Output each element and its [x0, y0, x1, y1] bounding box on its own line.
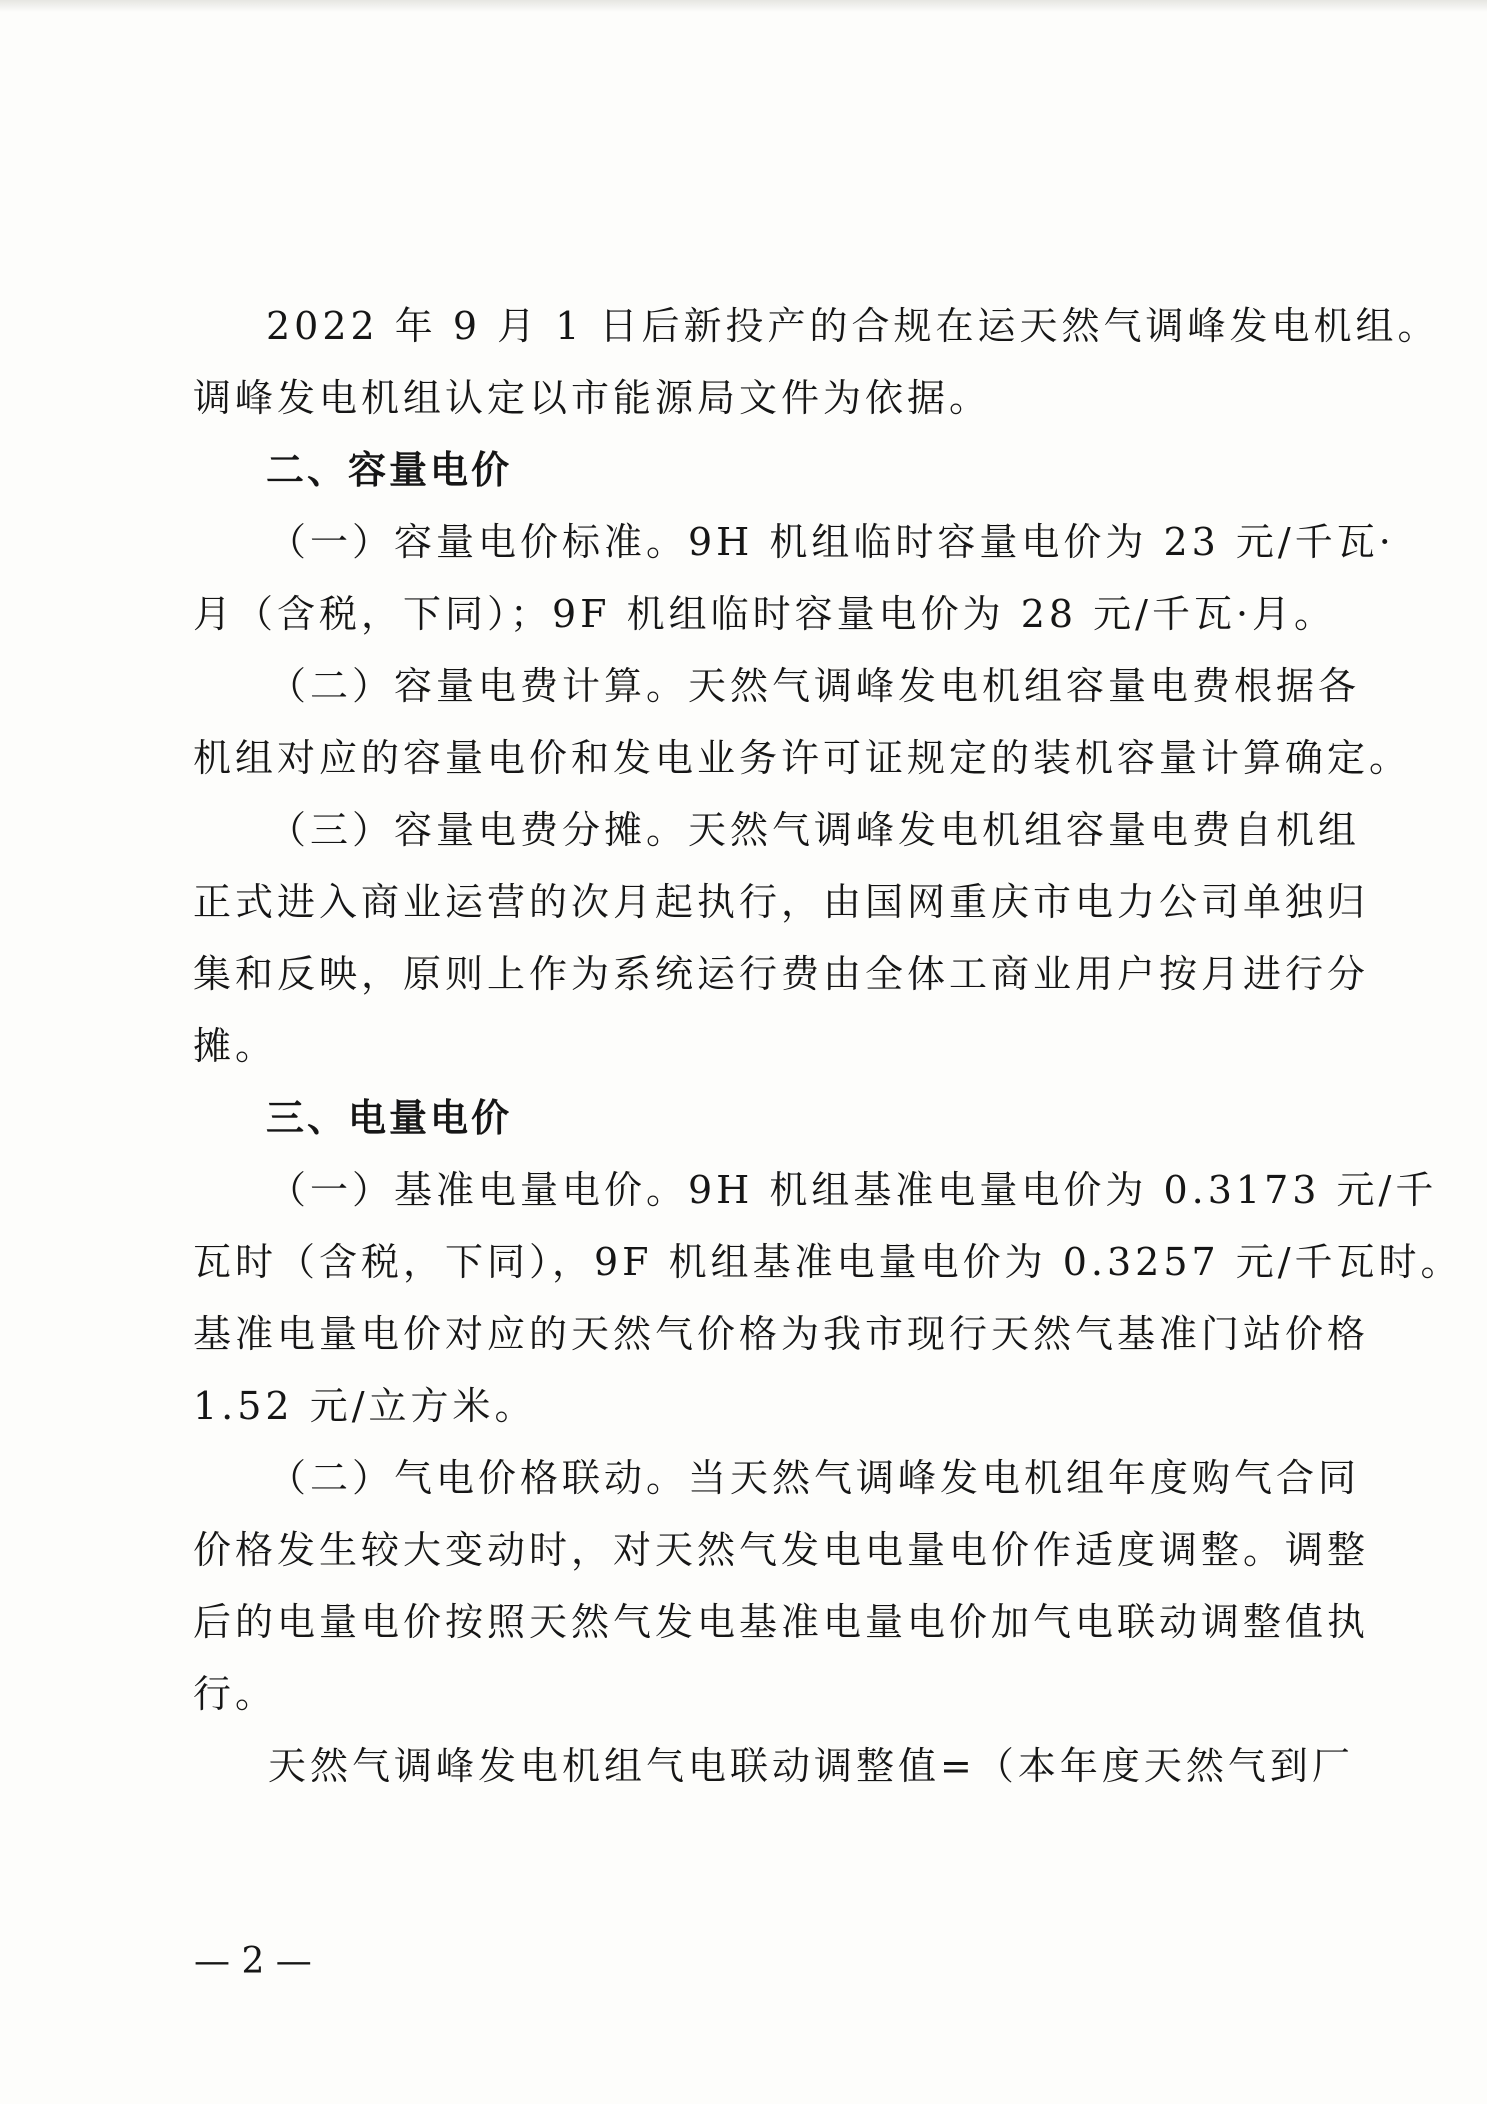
body-line-6: （二）容量电费计算。天然气调峰发电机组容量电费根据各	[268, 664, 1361, 708]
body-line-10: 集和反映，原则上作为系统运行费由全体工商业用户按月进行分	[193, 952, 1370, 996]
page-number: — 2 —	[194, 1941, 312, 1982]
body-line-4: （一）容量电价标准。9H 机组临时容量电价为 23 元/千瓦·	[268, 520, 1395, 564]
body-line-14: 瓦时（含税，下同），9F 机组基准电量电价为 0.3257 元/千瓦时。	[193, 1240, 1463, 1284]
body-line-15: 基准电量电价对应的天然气价格为我市现行天然气基准门站价格	[193, 1312, 1370, 1356]
body-line-11: 摊。	[193, 1024, 278, 1068]
body-line-13: （一）基准电量电价。9H 机组基准电量电价为 0.3173 元/千	[268, 1168, 1438, 1212]
body-line-19: 后的电量电价按照天然气发电基准电量电价加气电联动调整值执	[193, 1600, 1370, 1644]
body-line-21: 天然气调峰发电机组气电联动调整值=（本年度天然气到厂	[268, 1744, 1354, 1788]
body-line-2: 调峰发电机组认定以市能源局文件为依据。	[193, 376, 992, 420]
body-line-16: 1.52 元/立方米。	[193, 1384, 537, 1428]
body-line-5: 月（含税，下同）；9F 机组临时容量电价为 28 元/千瓦·月。	[193, 592, 1337, 636]
body-line-9: 正式进入商业运营的次月起执行，由国网重庆市电力公司单独归	[193, 880, 1370, 924]
body-line-20: 行。	[193, 1672, 278, 1716]
body-line-8: （三）容量电费分摊。天然气调峰发电机组容量电费自机组	[268, 808, 1361, 852]
body-line-1: 2022 年 9 月 1 日后新投产的合规在运天然气调峰发电机组。	[266, 304, 1440, 348]
section-heading-energy-price: 三、电量电价	[266, 1096, 513, 1140]
body-line-17: （二）气电价格联动。当天然气调峰发电机组年度购气合同	[268, 1456, 1361, 1500]
section-heading-capacity-price: 二、容量电价	[266, 448, 513, 492]
body-line-18: 价格发生较大变动时，对天然气发电电量电价作适度调整。调整	[193, 1528, 1370, 1572]
body-line-7: 机组对应的容量电价和发电业务许可证规定的装机容量计算确定。	[193, 736, 1412, 780]
